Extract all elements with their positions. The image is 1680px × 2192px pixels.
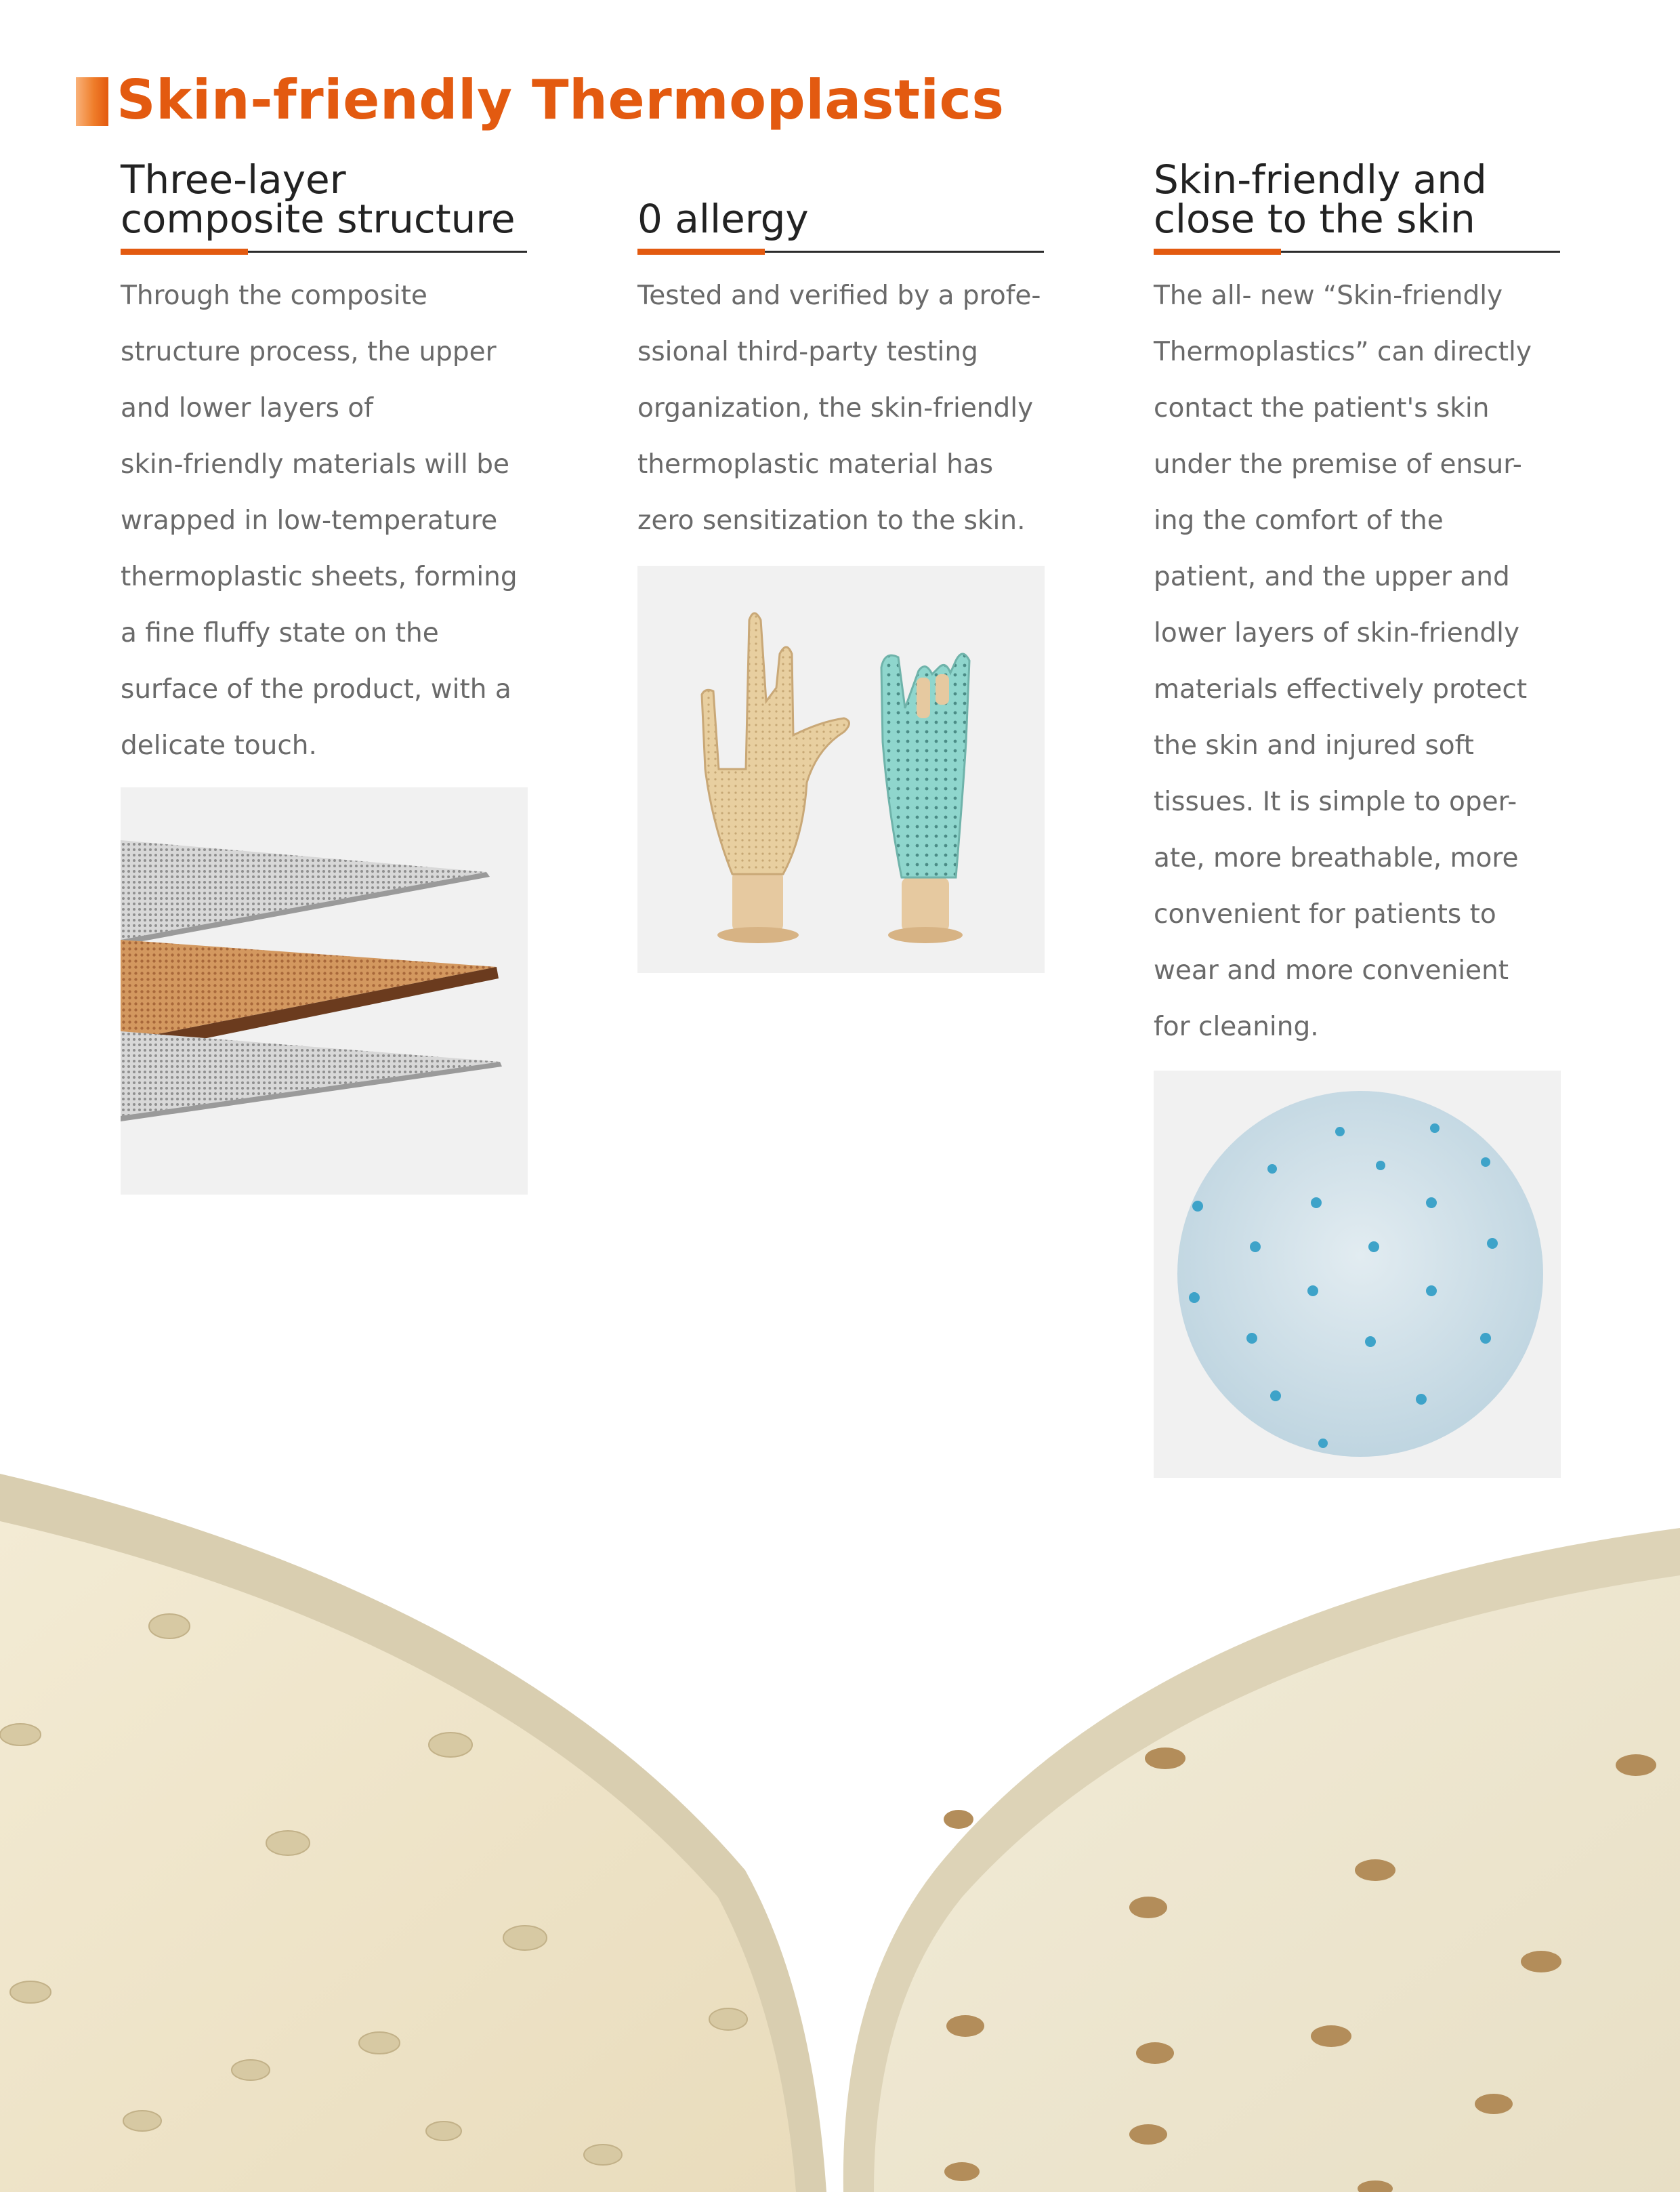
column-heading-block xyxy=(1154,149,1560,253)
body-line: lower layers of skin-friendly xyxy=(1154,618,1520,648)
body-line: The all- new “Skin-friendly xyxy=(1154,281,1503,311)
feature-column-allergy xyxy=(637,149,1044,549)
body-line: contact the patient's skin xyxy=(1154,393,1490,423)
feature-column-skin-contact xyxy=(1154,149,1560,1055)
column-body-text xyxy=(121,268,527,774)
heading-underline-accent xyxy=(121,249,248,255)
body-line: wrapped in low-temperature xyxy=(121,505,498,536)
body-line: ing the comfort of the xyxy=(1154,505,1444,536)
column-heading-block xyxy=(637,149,1044,253)
perforated-thermoplastic-discs-photo xyxy=(0,1464,1680,2192)
column-heading: Three-layer composite structure xyxy=(121,157,516,242)
body-line: ssional third-party testing xyxy=(637,337,978,367)
three-layer-sheet-illustration xyxy=(121,787,528,1195)
column-heading: 0 allergy xyxy=(637,196,809,242)
body-line: thermoplastic sheets, forming xyxy=(121,562,518,592)
body-line: patient, and the upper and xyxy=(1154,562,1510,592)
wooden-hands-with-splints-photo xyxy=(637,566,1045,973)
body-line: zero sensitization to the skin. xyxy=(637,505,1026,536)
body-line: materials effectively protect xyxy=(1154,674,1528,705)
feature-column-structure xyxy=(121,149,527,774)
body-line: and lower layers of xyxy=(121,393,373,423)
body-line: wear and more convenient xyxy=(1154,955,1509,986)
body-line: thermoplastic material has xyxy=(637,449,994,480)
body-line: organization, the skin-friendly xyxy=(637,393,1034,423)
body-line: Tested and verified by a profe- xyxy=(637,281,1041,311)
body-line: tissues. It is simple to oper- xyxy=(1154,787,1517,817)
body-line: delicate touch. xyxy=(121,730,317,761)
column-heading: Skin-friendly and close to the skin xyxy=(1154,157,1487,242)
heading-underline-accent xyxy=(1154,249,1281,255)
column-body-text xyxy=(1154,268,1560,1055)
column-heading-block xyxy=(121,149,527,253)
perforated-material-closeup xyxy=(1154,1071,1561,1478)
body-line: surface of the product, with a xyxy=(121,674,511,705)
title-accent-bar xyxy=(76,77,108,126)
body-line: ate, more breathable, more xyxy=(1154,843,1519,873)
body-line: Thermoplastics” can directly xyxy=(1154,337,1532,367)
body-line: skin-friendly materials will be xyxy=(121,449,509,480)
column-body-text xyxy=(637,268,1044,549)
body-line: the skin and injured soft xyxy=(1154,730,1474,761)
body-line: a fine fluffy state on the xyxy=(121,618,439,648)
page-title: Skin-friendly Thermoplastics xyxy=(117,68,1005,131)
heading-underline-accent xyxy=(637,249,765,255)
body-line: under the premise of ensur- xyxy=(1154,449,1522,480)
body-line: convenient for patients to xyxy=(1154,899,1496,930)
body-line: for cleaning. xyxy=(1154,1012,1319,1042)
body-line: structure process, the upper xyxy=(121,337,497,367)
body-line: Through the composite xyxy=(121,281,427,311)
